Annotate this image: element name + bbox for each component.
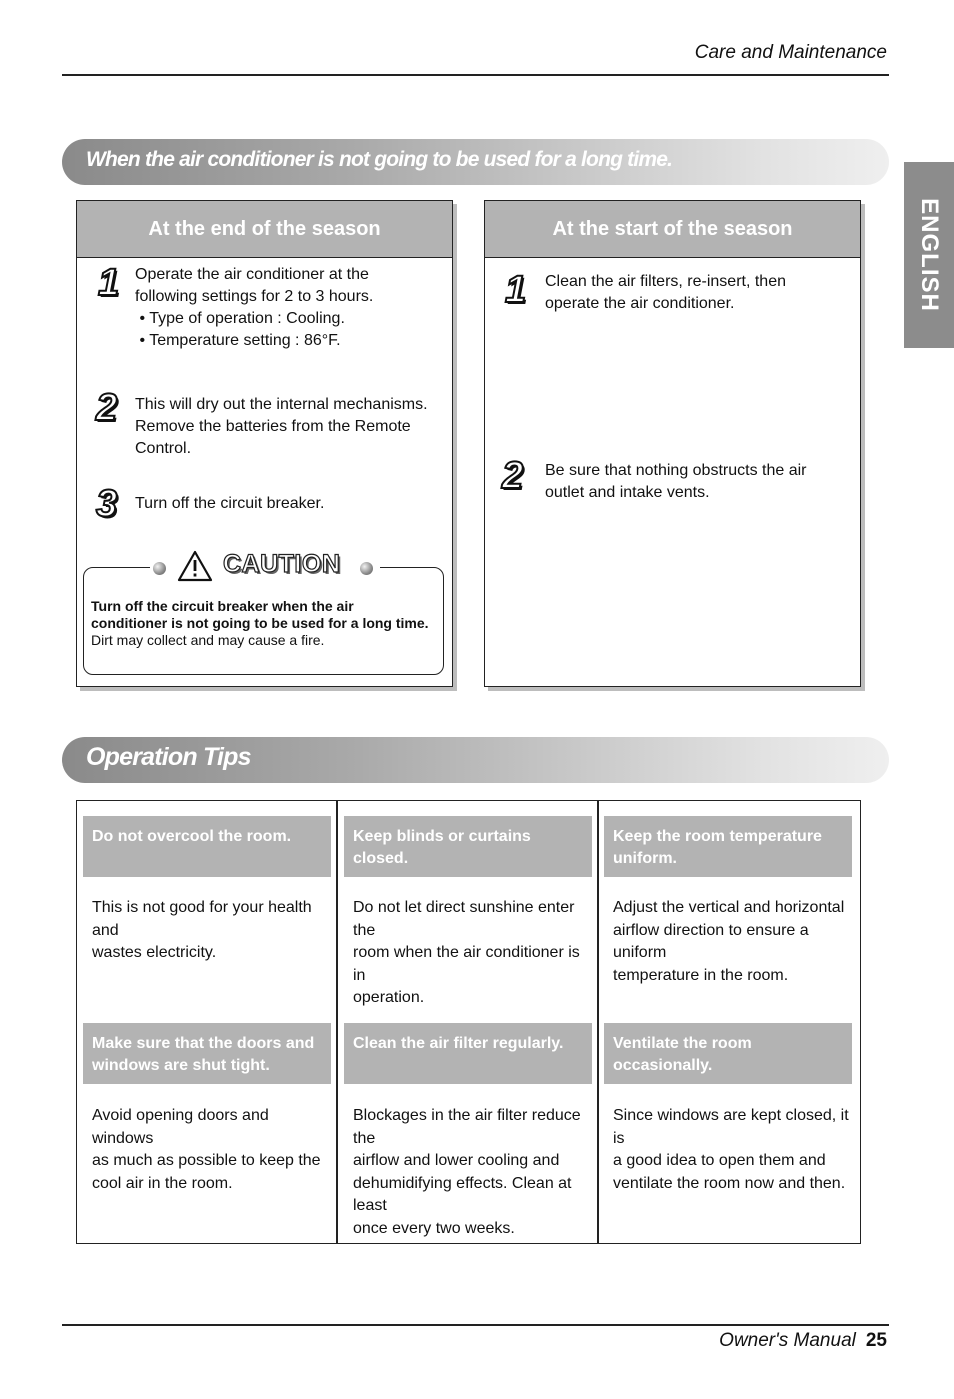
end-step-1-text: Operate the air conditioner at the following settings for 2 to 3 hours. • Type of operation : Cooling. • Temperature setting : 86°F. (135, 266, 374, 349)
page-number: 25 (865, 1330, 887, 1351)
tip-body: Avoid opening doors and windows as much as possible to keep the cool air in the room. (92, 1107, 321, 1192)
operation-tips-title: Operation Tips (86, 743, 251, 771)
bullet-ball (360, 562, 373, 575)
step-number: 3 (96, 483, 118, 525)
start-step-1-text: Clean the air filters, re-insert, then operate the air conditioner. (545, 273, 786, 312)
start-step-2-text: Be sure that nothing obstructs the air outlet and intake vents. (545, 462, 807, 501)
tip-body: Do not let direct sunshine enter the room when the air conditioner is in operation. (353, 899, 580, 1006)
tip-body: This is not good for your health and wastes electricity. (92, 899, 312, 961)
caution-text: Turn off the circuit breaker when the air conditioner is not going to be used for a long time. Dirt may collect and may cause a fire. (91, 598, 429, 648)
end-step-2-text: This will dry out the internal mechanisms. Remove the batteries from the Remote Control. (135, 396, 428, 457)
column-divider (597, 800, 599, 1243)
warning-triangle-icon (177, 550, 213, 582)
bullet-ball (153, 562, 166, 575)
long-time-banner-title: When the air conditioner is not going to be used for a long time. (86, 148, 673, 171)
step-number: 1 (505, 269, 527, 311)
operation-tips-banner (62, 737, 889, 783)
footer (719, 1330, 887, 1352)
caution-header (150, 550, 380, 582)
end-season-title: At the end of the season (77, 201, 452, 258)
column-divider (336, 800, 338, 1243)
step-number: 2 (96, 387, 118, 429)
tip-body: Since windows are kept closed, it is a good idea to open them and ventilate the room now and then. (613, 1107, 849, 1192)
section-title: Care and Maintenance (694, 42, 887, 63)
tip-heading: Ventilate the room occasionally. (604, 1023, 852, 1084)
tip-heading: Keep blinds or curtains closed. (344, 816, 592, 877)
language-tab-label: ENGLISH (916, 198, 943, 312)
tip-heading: Clean the air filter regularly. (344, 1023, 592, 1084)
tip-body: Adjust the vertical and horizontal airflow direction to ensure a uniform temperature in the room. (613, 899, 845, 984)
language-tab (904, 162, 954, 348)
tip-body: Blockages in the air filter reduce the airflow and lower cooling and dehumidifying effects. Clean at least once every two weeks. (353, 1107, 581, 1237)
long-time-banner (62, 139, 889, 185)
end-step-3-text: Turn off the circuit breaker. (135, 495, 325, 512)
step-number: 1 (98, 262, 120, 304)
tip-heading: Keep the room temperature uniform. (604, 816, 852, 877)
tip-heading: Make sure that the doors and windows are shut tight. (83, 1023, 331, 1084)
start-season-title: At the start of the season (485, 201, 860, 258)
caution-label: CAUTION (223, 550, 341, 578)
footer-rule (62, 1324, 889, 1326)
tip-heading: Do not overcool the room. (83, 816, 331, 877)
manual-label: Owner's Manual (719, 1330, 856, 1351)
step-number: 2 (502, 455, 524, 497)
header-rule (62, 74, 889, 76)
